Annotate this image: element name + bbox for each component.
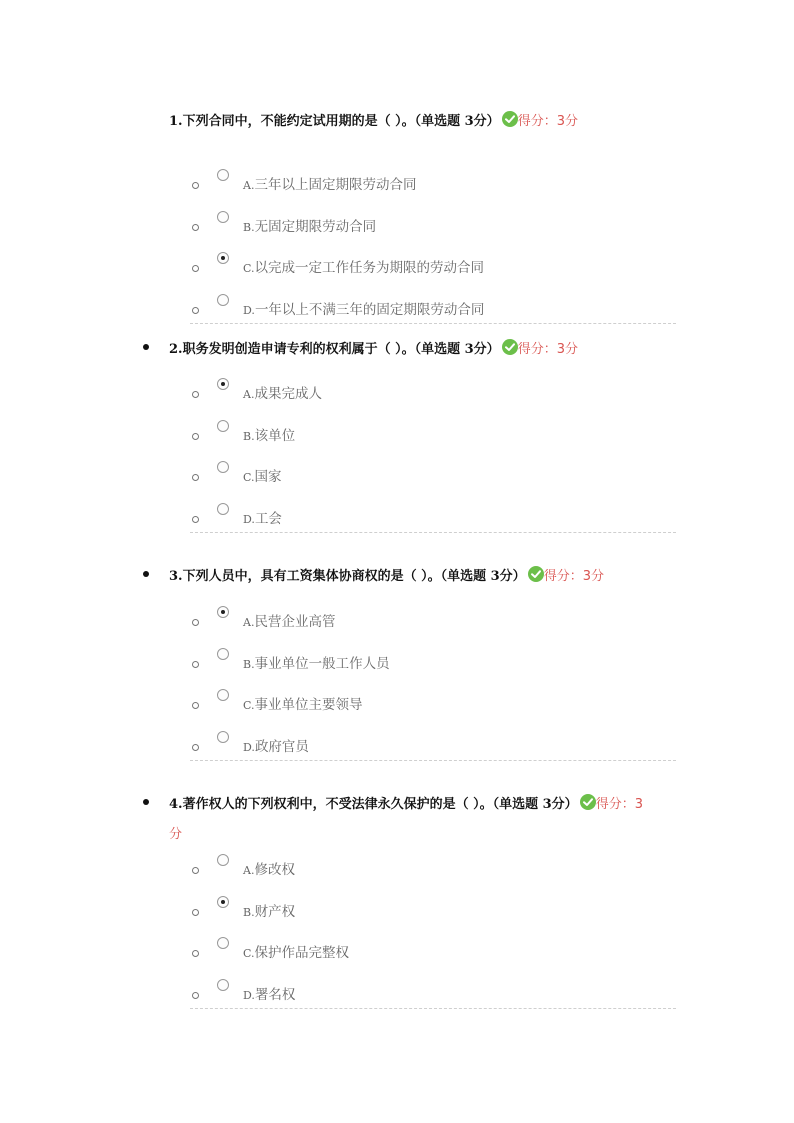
option-text: 事业单位一般工作人员 — [254, 656, 390, 672]
option-a[interactable] — [0, 381, 794, 401]
list-bullet — [143, 571, 149, 577]
option-letter: C. — [243, 699, 255, 712]
question-text: 下列人员中，具有工资集体协商权的是（ ）。（单选题 3分） — [182, 569, 526, 584]
score-value-continued: 分 — [169, 827, 183, 842]
question-text: 著作权人的下列权利中，不受法律永久保护的是（ ）。（单选题 3分） — [182, 797, 578, 812]
score-label: 得分： — [517, 342, 557, 357]
list-bullet — [143, 344, 149, 350]
question-number: 4. — [169, 797, 183, 812]
question-number: 2. — [169, 342, 183, 357]
option-c[interactable] — [0, 692, 794, 712]
list-bullet — [192, 433, 199, 440]
option-letter: D. — [243, 989, 255, 1002]
question-divider — [190, 760, 676, 761]
list-bullet — [192, 474, 199, 481]
option-text: 政府官员 — [254, 739, 309, 755]
option-b[interactable] — [0, 423, 794, 443]
correct-check-icon — [528, 566, 544, 582]
option-text: 无固定期限劳动合同 — [254, 219, 377, 235]
option-letter: B. — [243, 430, 255, 443]
option-letter: B. — [243, 906, 255, 919]
correct-check-icon — [502, 111, 518, 127]
radio-button-selected[interactable] — [217, 606, 229, 618]
option-text: 事业单位主要领导 — [254, 697, 363, 713]
option-c[interactable] — [0, 255, 794, 275]
option-a[interactable] — [0, 172, 794, 192]
option-letter: B. — [243, 221, 255, 234]
score-value: 3分 — [582, 569, 604, 584]
option-text: 署名权 — [254, 987, 296, 1003]
list-bullet — [192, 307, 199, 314]
radio-button[interactable] — [217, 461, 229, 473]
radio-button[interactable] — [217, 854, 229, 866]
list-bullet — [192, 265, 199, 272]
option-text: 成果完成人 — [254, 386, 322, 402]
option-text: 该单位 — [254, 428, 296, 444]
radio-button[interactable] — [217, 211, 229, 223]
score-label: 得分： — [595, 797, 635, 812]
option-text: 修改权 — [254, 862, 295, 878]
option-b[interactable] — [0, 651, 794, 671]
question-divider — [190, 323, 676, 324]
option-letter: D. — [243, 304, 255, 317]
question-divider — [190, 532, 676, 533]
option-c[interactable] — [0, 940, 794, 960]
option-a[interactable] — [0, 857, 794, 877]
option-text: 一年以上不满三年的固定期限劳动合同 — [254, 302, 485, 318]
list-bullet — [192, 391, 199, 398]
option-d[interactable] — [0, 734, 794, 754]
list-bullet — [192, 661, 199, 668]
option-text: 工会 — [254, 511, 282, 527]
list-bullet — [192, 909, 199, 916]
list-bullet — [192, 182, 199, 189]
option-letter: A. — [243, 388, 255, 401]
list-bullet — [192, 867, 199, 874]
option-b[interactable] — [0, 214, 794, 234]
score-value: 3分 — [556, 114, 578, 129]
question-number: 1. — [169, 114, 183, 129]
option-text: 保护作品完整权 — [254, 945, 350, 961]
option-letter: B. — [243, 658, 255, 671]
radio-button-selected[interactable] — [217, 252, 229, 264]
correct-check-icon — [580, 794, 596, 810]
option-text: 三年以上固定期限劳动合同 — [254, 177, 417, 193]
radio-button[interactable] — [217, 294, 229, 306]
question-text: 下列合同中，不能约定试用期的是（ ）。（单选题 3分） — [182, 114, 500, 129]
list-bullet — [192, 702, 199, 709]
score-value: 3 — [634, 797, 643, 812]
option-b[interactable] — [0, 899, 794, 919]
radio-button[interactable] — [217, 503, 229, 515]
list-bullet — [143, 799, 149, 805]
option-letter: D. — [243, 741, 255, 754]
list-bullet — [192, 516, 199, 523]
list-bullet — [192, 744, 199, 751]
question-text: 职务发明创造申请专利的权利属于（ ）。（单选题 3分） — [182, 342, 500, 357]
radio-button[interactable] — [217, 689, 229, 701]
option-text: 民营企业高管 — [254, 614, 336, 630]
score-label: 得分： — [543, 569, 583, 584]
option-letter: C. — [243, 471, 255, 484]
radio-button[interactable] — [217, 648, 229, 660]
question-number: 3. — [169, 569, 183, 584]
score-value: 3分 — [556, 342, 578, 357]
radio-button[interactable] — [217, 169, 229, 181]
option-letter: C. — [243, 947, 255, 960]
option-d[interactable] — [0, 297, 794, 317]
list-bullet — [192, 224, 199, 231]
question-title — [169, 338, 578, 357]
option-letter: A. — [243, 179, 255, 192]
question-divider — [190, 1008, 676, 1009]
list-bullet — [192, 950, 199, 957]
option-d[interactable] — [0, 506, 794, 526]
option-letter: A. — [243, 864, 255, 877]
option-text: 财产权 — [254, 904, 296, 920]
option-d[interactable] — [0, 982, 794, 1002]
radio-button[interactable] — [217, 979, 229, 991]
question-title — [169, 110, 578, 129]
option-letter: A. — [243, 616, 255, 629]
option-text: 国家 — [254, 469, 282, 485]
radio-button[interactable] — [217, 420, 229, 432]
question-title — [169, 793, 643, 812]
option-text: 以完成一定工作任务为期限的劳动合同 — [254, 260, 485, 276]
list-bullet — [192, 619, 199, 626]
radio-button-selected[interactable] — [217, 896, 229, 908]
option-letter: D. — [243, 513, 255, 526]
question-title — [169, 565, 604, 584]
radio-button[interactable] — [217, 731, 229, 743]
correct-check-icon — [502, 339, 518, 355]
radio-button-selected[interactable] — [217, 378, 229, 390]
option-a[interactable] — [0, 609, 794, 629]
list-bullet — [192, 992, 199, 999]
radio-button[interactable] — [217, 937, 229, 949]
score-label: 得分： — [517, 114, 557, 129]
option-c[interactable] — [0, 464, 794, 484]
option-letter: C. — [243, 262, 255, 275]
